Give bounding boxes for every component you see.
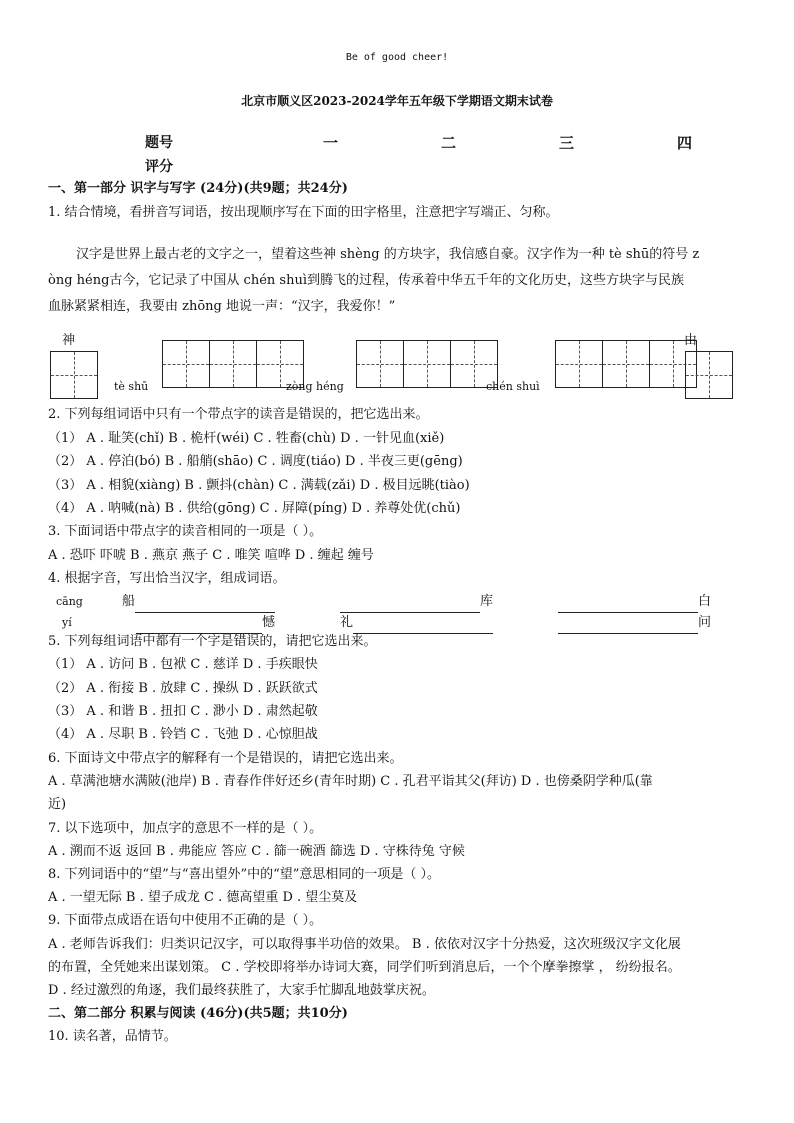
q6-options-line-1: A . 草满池塘水满陂(池岸) B . 青春作伴好还乡(青年时期) C . 孔君平诣其父(拜访) D . 也傍桑阴学种瓜(靠 [48, 774, 653, 789]
grid-pinyin-2: zòng héng [286, 380, 344, 393]
q3-stem: 3. 下面词语中带点字的读音相同的一项是（ ）。 [48, 524, 323, 539]
q2-option-2: （2） A . 停泊(bó) B . 船艄(shāo) C . 调度(tiáo) D . 半夜三更(gēng) [48, 454, 463, 469]
grid-prefix-char-2: 由 [684, 333, 698, 348]
q8-options: A . 一望无际 B . 望子成龙 C . 德高望重 D . 望尘莫及 [48, 890, 358, 905]
answer-blank[interactable] [558, 597, 698, 613]
grid-pinyin-3: chén shuì [486, 380, 540, 393]
q2-option-4: （4） A . 呐喊(nà) B . 供给(gōng) C . 屏障(píng) D . 养尊处优(chǔ) [48, 501, 461, 516]
q5-option-4: （4） A . 尽职 B . 铃铛 C . 飞弛 D . 心惊胆战 [48, 727, 318, 742]
grid-cell[interactable] [603, 341, 650, 387]
score-table-col-3: 三 [559, 134, 575, 152]
q4-word-1a [122, 591, 275, 613]
score-table-col-4: 四 [677, 134, 693, 152]
grid-cell[interactable] [686, 352, 732, 398]
answer-blank[interactable] [135, 597, 275, 613]
writing-grid-4[interactable] [555, 340, 697, 388]
writing-grid-3[interactable] [356, 340, 498, 388]
q5-option-1: （1） A . 访问 B . 包袱 C . 慈详 D . 手疾眼快 [48, 657, 318, 672]
q2-option-3: （3） A . 相貌(xiàng) B . 颤抖(chàn) C . 满载(zǎi) D . 极目远眺(tiào) [48, 478, 470, 493]
q4-word-1c [558, 591, 711, 613]
q5-stem: 5. 下列每组词语中都有一个字是错误的，请把它选出来。 [48, 634, 377, 649]
q2-option-1: （1） A . 耻笑(chǐ) B . 桅杆(wéi) C . 牲畜(chù) D . 一针见血(xiě) [48, 431, 445, 446]
score-table-label-score: 评分 [145, 159, 173, 175]
writing-grid-1[interactable] [50, 351, 98, 399]
q4-word-1c-char: 白 [698, 594, 712, 609]
q9-options-line-1: A . 老师告诉我们：归类识记汉字，可以取得事半功倍的效果。 B . 依依对汉字十分热爱，这次班级汉字文化展 [48, 937, 681, 952]
q1-stem: 1. 结合情境，看拼音写词语，按出现顺序写在下面的田字格里，注意把字写端正、匀称。 [48, 205, 559, 220]
grid-prefix-char-1: 神 [62, 333, 76, 348]
document-title: 北京市顺义区2023-2024学年五年级下学期语文期末试卷 [241, 94, 553, 108]
writing-grid-5[interactable] [685, 351, 733, 399]
q9-stem: 9. 下面带点成语在语句中使用不正确的是（ ）。 [48, 913, 323, 928]
q5-option-3: （3） A . 和谐 B . 扭扣 C . 渺小 D . 肃然起敬 [48, 704, 318, 719]
grid-cell[interactable] [357, 341, 404, 387]
writing-grid-2[interactable] [162, 340, 304, 388]
q4-word-1b [340, 591, 493, 613]
q4-word-1b-char: 库 [480, 594, 494, 609]
q1-passage-line-3: 血脉紧紧相连，我要由 zhōng 地说一声：“汉字，我爱你！” [48, 299, 396, 314]
q4-word-2a-char: 憾 [262, 615, 276, 630]
q6-options-line-2: 近) [48, 797, 67, 812]
q1-passage-line-1: 汉字是世界上最古老的文字之一，望着这些神 shèng 的方块字，我信感自豪。汉字作为一种 tè shū的符号 z [76, 247, 700, 262]
grid-cell[interactable] [556, 341, 603, 387]
header-note: Be of good cheer! [345, 52, 449, 63]
score-table-col-2: 二 [441, 134, 457, 152]
q4-pinyin-1: cāng [56, 595, 83, 608]
grid-cell[interactable] [51, 352, 97, 398]
q4-word-2c [558, 612, 711, 634]
score-table-col-1: 一 [323, 134, 339, 152]
q4-word-2c-char: 问 [698, 615, 712, 630]
q4-pinyin-2: yí [62, 616, 72, 629]
q6-stem: 6. 下面诗文中带点字的解释有一个是错误的，请把它选出来。 [48, 751, 403, 766]
answer-blank[interactable] [558, 618, 698, 634]
score-table-label-title: 题号 [145, 135, 173, 151]
q4-stem: 4. 根据字音，写出恰当汉字，组成词语。 [48, 571, 286, 586]
q9-options-line-2: 的布置，全凭她来出谋划策。 C . 学校即将举办诗词大赛，同学们听到消息后，一个个摩拳擦掌 ， 纷纷报名。 [48, 960, 681, 975]
grid-cell[interactable] [210, 341, 257, 387]
q7-stem: 7. 以下选项中，加点字的意思不一样的是（ ）。 [48, 821, 323, 836]
q10-stem: 10. 读名著，品情节。 [48, 1029, 177, 1044]
answer-blank[interactable] [340, 597, 480, 613]
q7-options: A . 溯而不返 返回 B . 弗能应 答应 C . 篩一碗酒 篩选 D . 守株待兔 守候 [48, 844, 465, 859]
q3-options: A . 恐吓 吓唬 B . 燕京 燕子 C . 唯笑 喧哗 D . 缠起 缠号 [48, 548, 374, 563]
section-1-title: 一、第一部分 识字与写字 (24分)(共9题；共24分) [48, 181, 348, 196]
q5-option-2: （2） A . 衔接 B . 放肆 C . 操纵 D . 跃跃欲式 [48, 681, 318, 696]
q1-passage [48, 242, 748, 320]
q8-stem: 8. 下列词语中的“望”与“喜出望外”中的“望”意思相同的一项是（ ）。 [48, 867, 441, 882]
q4-word-1a-char: 船 [122, 594, 136, 609]
q4-word-2b-char: 礼 [340, 615, 354, 630]
grid-cell[interactable] [163, 341, 210, 387]
grid-cell[interactable] [404, 341, 451, 387]
grid-pinyin-1: tè shū [114, 380, 149, 393]
q1-passage-line-2: òng héng古今，它记录了中国从 chén shuì到腾飞的过程，传承着中华五千年的文化历史，这些方块字与民族 [48, 273, 684, 288]
q2-stem: 2. 下列每组词语中只有一个带点字的读音是错误的，把它选出来。 [48, 407, 429, 422]
section-2-title: 二、第二部分 积累与阅读 (46分)(共5题；共10分) [48, 1006, 348, 1021]
q9-options-line-3: D . 经过激烈的角逐，我们最终获胜了，大家手忙脚乱地鼓掌庆祝。 [48, 983, 435, 998]
